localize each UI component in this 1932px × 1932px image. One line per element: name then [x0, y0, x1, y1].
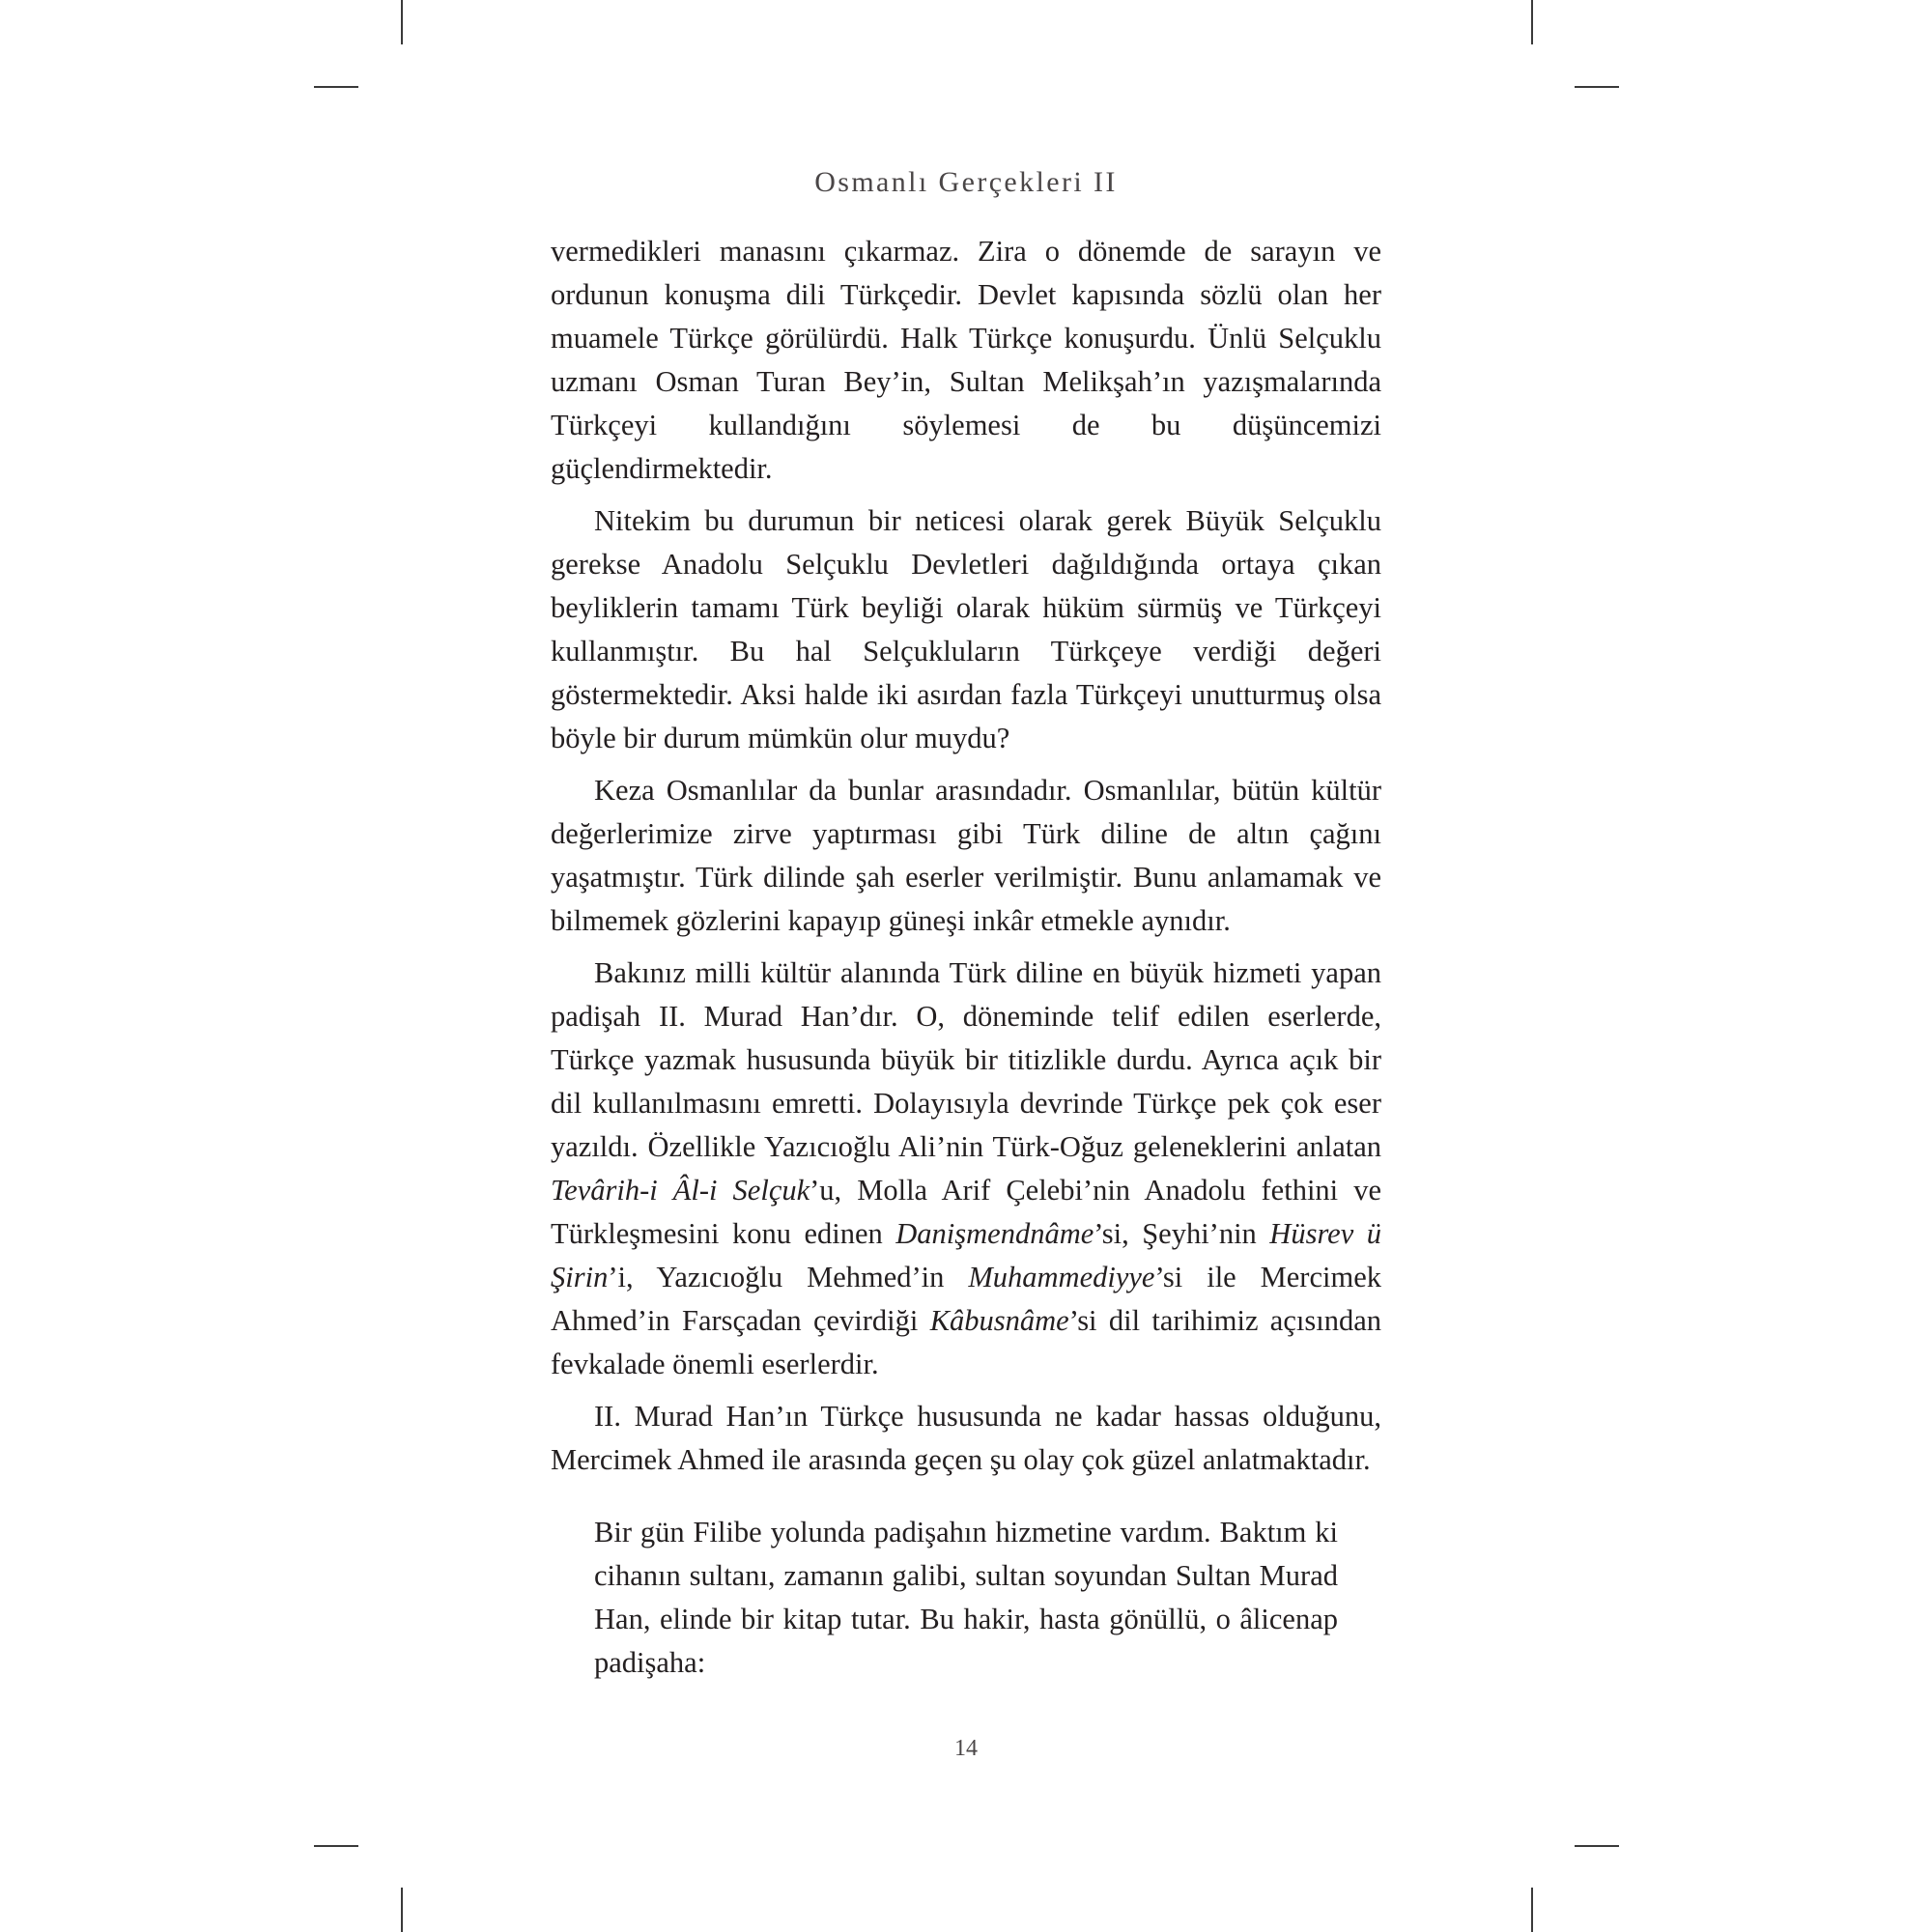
italic-title: Muhammediyye: [968, 1261, 1155, 1293]
text-run: Bir gün Filibe yolunda padişahın hizmetine vardım. Baktım ki cihanın sultanı, zamanın galibi, sultan soyundan Sultan Murad Han, elinde bir kitap tutar. Bu hakir, hasta gönüllü, o âlicenap padişaha:: [594, 1516, 1338, 1679]
text-run: ’si dil tarihimiz açısından fevkalade önemli eserlerdir.: [551, 1304, 1381, 1380]
crop-mark-top-left: [401, 0, 403, 44]
text-run: ’si ile Mercimek Ahmed’in Farsçadan çevirdiği: [551, 1261, 1381, 1337]
body-text: [551, 230, 1381, 1693]
text-run: Bakınız milli kültür alanında Türk diline en büyük hizmeti yapan padişah II. Murad Han’dır. O, döneminde telif edilen eserlerde, Türkçe yazmak hususunda büyük bir titizlikle durdu. Ayrıca açık bir dil kullanılmasını emretti. Dolayısıyla devrinde Türkçe pek çok eser yazıldı. Özellikle Yazıcıoğlu Ali’nin Türk-Oğuz geleneklerini anlatan: [551, 956, 1381, 1163]
block-quote: [594, 1511, 1338, 1685]
text-run: II. Murad Han’ın Türkçe hususunda ne kadar hassas olduğunu, Mercimek Ahmed ile arasında geçen şu olay çok güzel anlatmaktadır.: [551, 1400, 1381, 1476]
crop-mark-right-bottom: [1575, 1845, 1619, 1847]
paragraph: [551, 230, 1381, 491]
paragraph: [551, 499, 1381, 760]
italic-title: Kâbusnâme: [929, 1304, 1069, 1337]
crop-mark-top-right: [1531, 0, 1533, 44]
text-run: ’i, Yazıcıoğlu Mehmed’in: [608, 1261, 969, 1293]
crop-mark-right-top: [1575, 86, 1619, 88]
italic-title: Hüsrev ü Şirin: [551, 1217, 1381, 1293]
text-run: ’u, Molla Arif Çelebi’nin Anadolu fethini ve Türkleşmesini konu edinen: [551, 1174, 1381, 1250]
page-number: 14: [954, 1736, 978, 1761]
crop-mark-left-top: [314, 86, 358, 88]
text-run: Keza Osmanlılar da bunlar arasındadır. Osmanlılar, bütün kültür değerlerimize zirve yaptırması gibi Türk diline de altın çağını yaşatmıştır. Türk dilinde şah eserler verilmiştir. Bunu anlamamak ve bilmemek gözlerini kapayıp güneşi inkâr etmekle aynıdır.: [551, 774, 1381, 937]
paragraph: [551, 1395, 1381, 1482]
crop-mark-left-bottom: [314, 1845, 358, 1847]
text-run: ’si, Şeyhi’nin: [1094, 1217, 1270, 1250]
text-run: Nitekim bu durumun bir neticesi olarak gerek Büyük Selçuklu gerekse Anadolu Selçuklu Devletleri dağıldığında ortaya çıkan beyliklerin tamamı Türk beyliği olarak hüküm sürmüş ve Türkçeyi kullanmıştır. Bu hal Selçukluların Türkçeye verdiği değeri göstermektedir. Aksi halde iki asırdan fazla Türkçeyi unutturmuş olsa böyle bir durum mümkün olur muydu?: [551, 504, 1381, 754]
italic-title: Tevârih-i Âl-i Selçuk: [551, 1174, 810, 1207]
paragraph: [551, 952, 1381, 1386]
crop-mark-bottom-left: [401, 1888, 403, 1932]
paragraph: [551, 769, 1381, 943]
text-run: vermedikleri manasını çıkarmaz. Zira o dönemde de sarayın ve ordunun konuşma dili Türkçedir. Devlet kapısında sözlü olan her muamele Türkçe görülürdü. Halk Türkçe konuşurdu. Ünlü Selçuklu uzmanı Osman Turan Bey’in, Sultan Melikşah’ın yazışmalarında Türkçeyi kullandığını söylemesi de bu düşüncemizi güçlendirmektedir.: [551, 235, 1381, 485]
running-head: Osmanlı Gerçekleri II: [814, 166, 1118, 198]
italic-title: Danişmendnâme: [895, 1217, 1094, 1250]
crop-mark-bottom-right: [1531, 1888, 1533, 1932]
